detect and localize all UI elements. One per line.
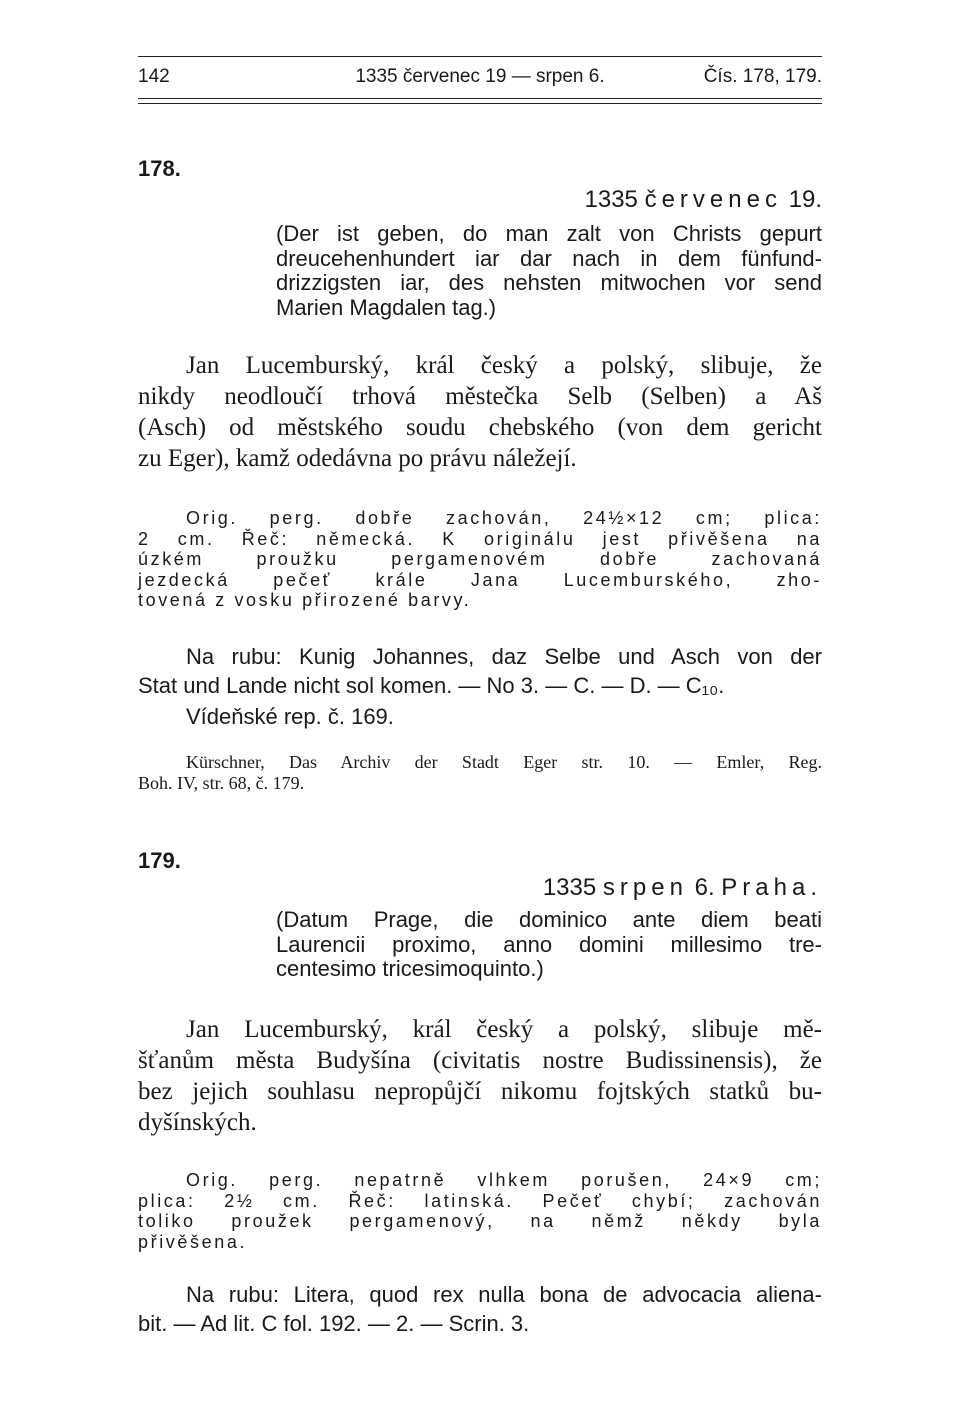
regest-line: nikdy neodloučí trhová městečka Selb (Selben) a Aš bbox=[138, 383, 822, 410]
quote-line: dreucehenhundert iar dar nach in dem fünfund- bbox=[276, 245, 822, 271]
regest-line: Jan Lucemburský, král český a polský, slibuje mě- bbox=[186, 1016, 822, 1043]
note-line: tovená z vosku přirozené barvy. bbox=[138, 590, 472, 610]
archival-note bbox=[138, 508, 822, 611]
date-month: srpen bbox=[602, 874, 688, 901]
archival-note bbox=[138, 1170, 822, 1252]
quote-line: (Datum Prage, die dominico ante diem beati bbox=[276, 907, 822, 932]
note-line: přivěšena. bbox=[138, 1231, 248, 1252]
note-line: jezdecká pečeť krále Jana Lucemburského, zho- bbox=[138, 569, 822, 590]
page-number: 142 bbox=[138, 66, 170, 87]
entry-date bbox=[585, 186, 822, 214]
quote-line: centesimo tricesimoquinto.) bbox=[276, 956, 544, 981]
note-line: 2 cm. Řeč: německá. K originálu jest přivěšena na bbox=[138, 528, 822, 549]
regest-line: zu Eger), kamž odedávna po právu náležejí. bbox=[138, 445, 577, 472]
header-rule-bottom bbox=[138, 98, 822, 104]
date-year: 1335 bbox=[542, 874, 603, 901]
literature-line: Kürschner, Das Archiv der Stadt Eger str. 10. — Emler, Reg. bbox=[186, 752, 822, 772]
entry-date bbox=[543, 874, 822, 902]
regest-line: (Asch) od městského soudu chebského (von dem gericht bbox=[138, 414, 822, 441]
note-line: Orig. perg. dobře zachován, 24½×12 cm; plica: bbox=[186, 508, 822, 528]
note-line: toliko proužek pergamenový, na němž někdy byla bbox=[138, 1211, 822, 1231]
verso-inscription bbox=[138, 642, 822, 700]
entry-number: 179. bbox=[138, 848, 181, 873]
verso-line: bit. — Ad lit. C fol. 192. — 2. — Scrin. 3. bbox=[138, 1311, 530, 1336]
date-month: červenec bbox=[644, 186, 782, 213]
quote-line: Laurencii proximo, anno domini millesimo tre- bbox=[276, 931, 822, 957]
verso-inscription bbox=[138, 1280, 822, 1338]
original-dating-quote bbox=[276, 908, 822, 982]
regest-line: dyšínských. bbox=[138, 1109, 257, 1136]
note-line: plica: 2½ cm. Řeč: latinská. Pečeť chybí; zachován bbox=[138, 1190, 822, 1211]
header-rule-top bbox=[138, 56, 822, 57]
literature-line: Boh. IV, str. 68, č. 179. bbox=[138, 773, 305, 793]
quote-line: drizzigsten iar, des nehsten mitwochen vor send bbox=[276, 270, 822, 295]
quote-line: (Der ist geben, do man zalt von Christs gepurt bbox=[276, 221, 822, 246]
regest-text bbox=[138, 1014, 822, 1138]
regest-line: Jan Lucemburský, král český a polský, slibuje, že bbox=[186, 352, 822, 379]
quote-line: Marien Magdalen tag.) bbox=[276, 294, 497, 320]
literature-reference bbox=[138, 752, 822, 794]
repository-reference: Vídeňské rep. č. 169. bbox=[186, 704, 394, 729]
note-line: Orig. perg. nepatrně vlhkem porušen, 24×9 cm; bbox=[186, 1170, 822, 1190]
date-year: 1335 bbox=[584, 186, 645, 213]
regest-line: šťanům města Budyšína (civitatis nostre Budissinensis), že bbox=[138, 1047, 822, 1074]
entry-number: 178. bbox=[138, 156, 181, 181]
verso-line: Stat und Lande nicht sol komen. — No 3. — C. — D. — C₁₀. bbox=[138, 673, 725, 698]
note-line: úzkém proužku pergamenovém dobře zachovaná bbox=[138, 549, 822, 569]
regest-line: bez jejich souhlasu nepropůjčí nikomu fojtských statků bu- bbox=[138, 1078, 822, 1105]
document-numbers: Čís. 178, 179. bbox=[703, 66, 822, 87]
date-day: 6. bbox=[687, 874, 722, 901]
running-title: 1335 červenec 19 — srpen 6. bbox=[355, 66, 605, 87]
original-dating-quote bbox=[276, 222, 822, 320]
date-day: 19. bbox=[781, 186, 822, 213]
running-header bbox=[138, 66, 822, 90]
verso-line: Na rubu: Kunig Johannes, daz Selbe und Asch von der bbox=[186, 644, 822, 669]
verso-line: Na rubu: Litera, quod rex nulla bona de advocacia aliena- bbox=[186, 1282, 822, 1307]
date-place: Praha. bbox=[721, 874, 822, 901]
regest-text bbox=[138, 350, 822, 474]
